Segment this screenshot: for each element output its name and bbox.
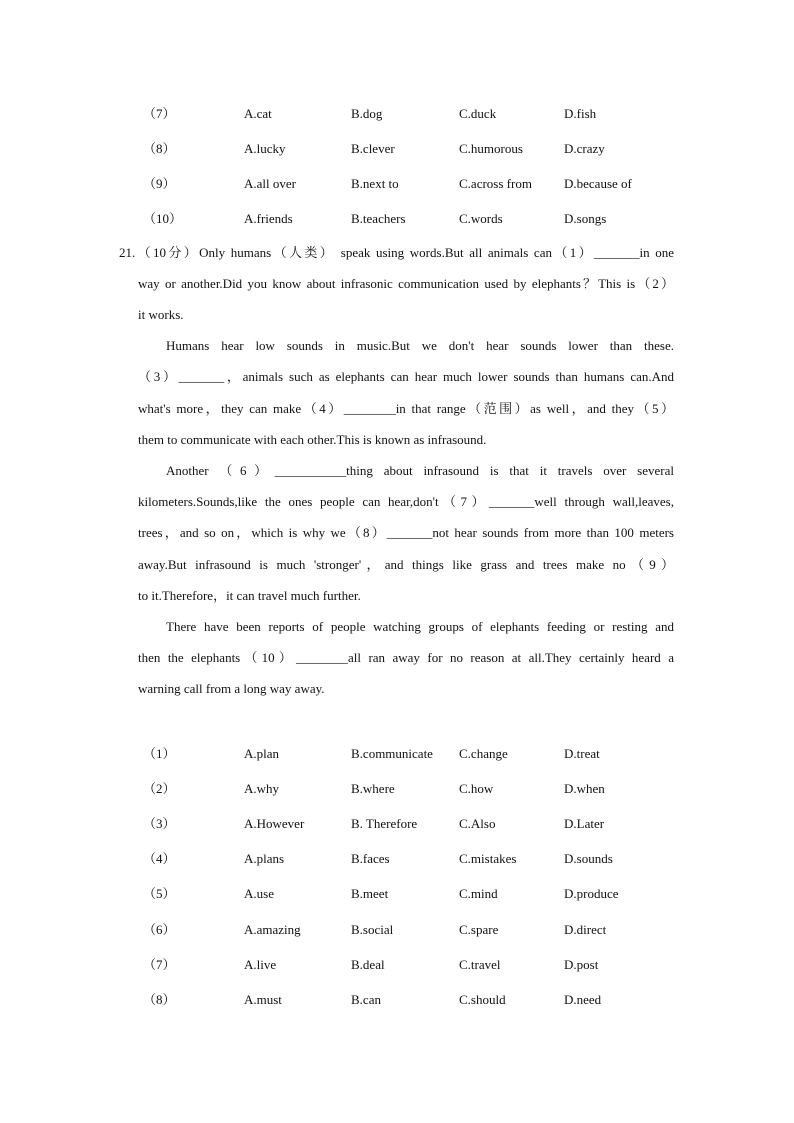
passage-line: There have been reports of people watching groups of elephants feeding or resting and	[166, 619, 674, 634]
option-row	[0, 745, 794, 763]
option-number: （10）	[143, 211, 183, 226]
passage-line: away.But infrasound is much 'stronger'，and things like grass and trees make no（9）	[138, 557, 674, 572]
option-number: （8）	[143, 141, 176, 156]
option-b: B.communicate	[351, 746, 433, 761]
option-d: D.fish	[564, 106, 597, 121]
option-a: A.lucky	[244, 141, 286, 156]
option-number: （5）	[143, 886, 176, 901]
option-row	[0, 210, 794, 228]
passage-line: to it.Therefore，it can travel much further.	[138, 588, 361, 603]
option-number: （9）	[143, 176, 176, 191]
option-d: D.direct	[564, 922, 607, 937]
option-b: B.faces	[351, 851, 390, 866]
option-number: （6）	[143, 922, 176, 937]
option-d: D.treat	[564, 746, 600, 761]
passage-line: Another （6）___________thing about infrasound is that it travels over several	[166, 463, 674, 478]
passage-line: way or another.Did you know about infrasonic communication used by elephants？This is（2）	[138, 276, 674, 291]
passage-line: Humans hear low sounds in music.But we don't hear sounds lower than these.	[166, 338, 674, 353]
passage-line: trees，and so on，which is why we（8）_______not hear sounds from more than 100 meters	[138, 525, 674, 540]
option-a: A.However	[244, 816, 305, 831]
option-d: D.post	[564, 957, 599, 972]
option-c: C.words	[459, 211, 503, 226]
option-a: A.live	[244, 957, 277, 972]
option-c: C.should	[459, 992, 506, 1007]
option-b: B.dog	[351, 106, 383, 121]
option-d: D.need	[564, 992, 602, 1007]
option-row	[0, 885, 794, 903]
option-c: C.mind	[459, 886, 498, 901]
option-b: B.meet	[351, 886, 389, 901]
option-c: C.duck	[459, 106, 497, 121]
passage-line: what's more，they can make（4）________in that range（范围）as well，and they（5）	[138, 401, 674, 416]
option-row	[0, 956, 794, 974]
option-b: B.social	[351, 922, 394, 937]
option-d: D.songs	[564, 211, 607, 226]
option-b: B. Therefore	[351, 816, 418, 831]
option-d: D.when	[564, 781, 605, 796]
option-row	[0, 140, 794, 158]
passage-line: kilometers.Sounds,like the ones people can hear,don't（7）_______well through wall,leaves,	[138, 494, 674, 509]
option-row	[0, 780, 794, 798]
option-row	[0, 991, 794, 1009]
option-d: D.because of	[564, 176, 632, 191]
option-b: B.clever	[351, 141, 395, 156]
option-row	[0, 815, 794, 833]
option-d: D.crazy	[564, 141, 605, 156]
option-c: C.Also	[459, 816, 496, 831]
passage-line: them to communicate with each other.This is known as infrasound.	[138, 432, 487, 447]
option-a: A.all over	[244, 176, 296, 191]
option-c: C.how	[459, 781, 494, 796]
option-number: （2）	[143, 781, 176, 796]
option-a: A.why	[244, 781, 280, 796]
option-number: （1）	[143, 746, 176, 761]
option-a: A.amazing	[244, 922, 301, 937]
passage-line: it works.	[138, 307, 184, 322]
question-header: 21.（10分）Only humans（人类） speak using words.But all animals can（1）_______in one	[119, 245, 674, 260]
option-d: D.produce	[564, 886, 619, 901]
option-a: A.plan	[244, 746, 280, 761]
option-b: B.where	[351, 781, 395, 796]
option-a: A.friends	[244, 211, 293, 226]
passage-line: then the elephants（10）________all ran away for no reason at all.They certainly heard a	[138, 650, 674, 665]
option-c: C.mistakes	[459, 851, 517, 866]
option-d: D.Later	[564, 816, 605, 831]
option-row	[0, 105, 794, 123]
option-c: C.humorous	[459, 141, 523, 156]
option-b: B.can	[351, 992, 381, 1007]
option-c: C.travel	[459, 957, 501, 972]
option-a: A.plans	[244, 851, 285, 866]
option-number: （4）	[143, 851, 176, 866]
option-row	[0, 175, 794, 193]
option-a: A.cat	[244, 106, 272, 121]
option-d: D.sounds	[564, 851, 613, 866]
option-number: （8）	[143, 992, 176, 1007]
option-number: （7）	[143, 957, 176, 972]
option-number: （3）	[143, 816, 176, 831]
option-row	[0, 850, 794, 868]
option-a: A.must	[244, 992, 282, 1007]
passage-line: warning call from a long way away.	[138, 681, 325, 696]
option-c: C.spare	[459, 922, 499, 937]
option-b: B.next to	[351, 176, 399, 191]
option-number: （7）	[143, 106, 176, 121]
option-b: B.deal	[351, 957, 385, 972]
option-a: A.use	[244, 886, 274, 901]
option-c: C.across from	[459, 176, 532, 191]
passage-line: （3）_______，animals such as elephants can hear much lower sounds than humans can.And	[138, 369, 674, 384]
option-c: C.change	[459, 746, 508, 761]
option-b: B.teachers	[351, 211, 406, 226]
option-row	[0, 921, 794, 939]
